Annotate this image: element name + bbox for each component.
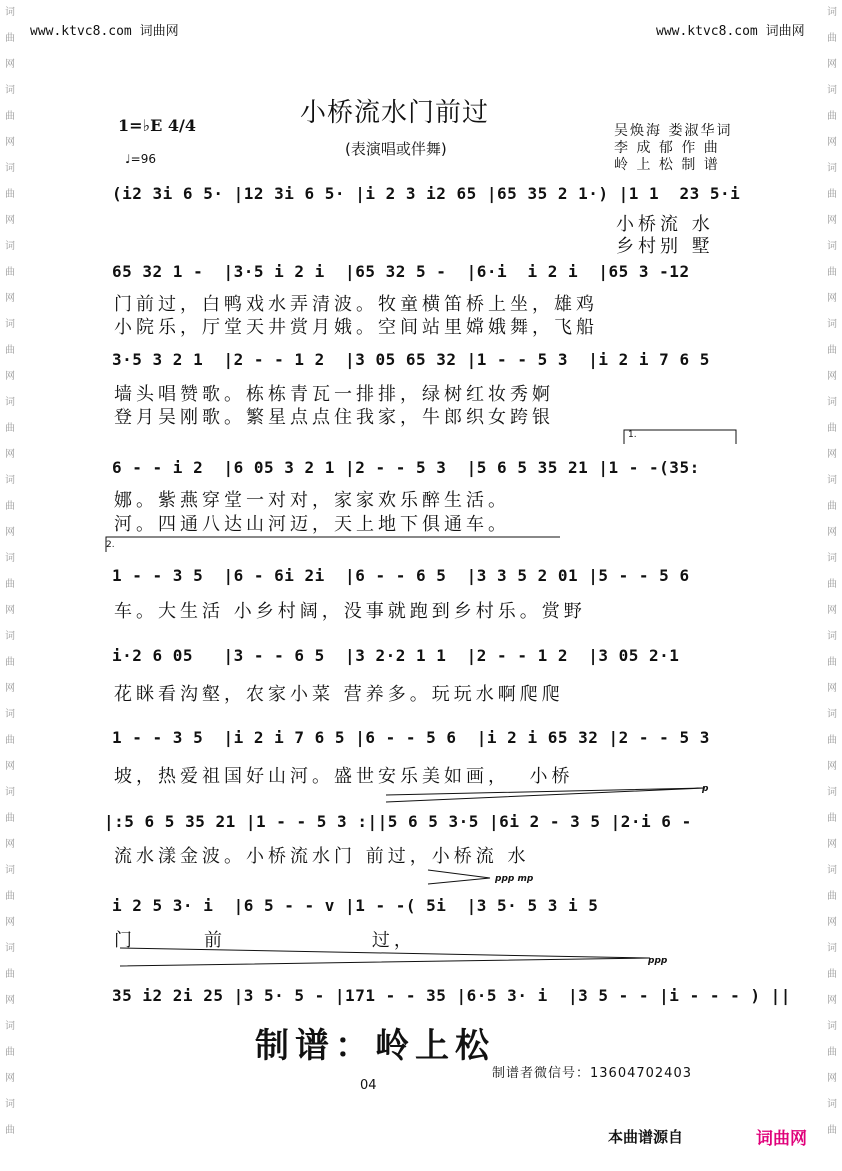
- lyrics-row-2-verse-2: 小院乐，厅堂天井赏月娥。空间站里嫦娥舞，飞船: [114, 317, 598, 338]
- watermark-char: 曲: [827, 423, 837, 434]
- watermark-char: 词: [5, 475, 15, 486]
- watermark-char: 网: [5, 137, 15, 148]
- watermark-char: 词: [5, 241, 15, 252]
- watermark-char: 词: [5, 865, 15, 876]
- watermark-char: 曲: [5, 1047, 15, 1058]
- first-ending-bracket: [624, 430, 736, 444]
- lyrics-row-4-verse-1: 娜。紫燕穿堂一对对，家家欢乐醉生活。: [114, 490, 510, 511]
- watermark-char: 网: [827, 371, 837, 382]
- watermark-left: www.ktvc8.com 词曲网: [30, 24, 179, 39]
- watermark-char: 词: [827, 163, 837, 174]
- source-label: 本曲谱源自: [608, 1128, 684, 1146]
- watermark-char: 曲: [5, 267, 15, 278]
- watermark-char: 词: [5, 85, 15, 96]
- watermark-char: 词: [5, 709, 15, 720]
- score-row-6: i·2 6 05 |3 - - 6 5 |3 2·2 1 1 |2 - - 1 2 |3 05 2·1: [112, 646, 680, 665]
- credit-transcriber: 岭 上 松 制 谱: [614, 157, 720, 173]
- watermark-char: 网: [5, 917, 15, 928]
- score-row-3: 3·5 3 2 1 |2 - - 1 2 |3 05 65 32 |1 - - 5 3 |i 2 i 7 6 5: [112, 350, 710, 369]
- page-number: 04: [360, 1078, 377, 1093]
- decrescendo-hairpin-2: [120, 948, 650, 966]
- watermark-char: 词: [827, 631, 837, 642]
- lyrics-row-6: 花眯看沟壑，农家小菜 营养多。玩玩水啊爬爬: [114, 684, 564, 705]
- watermark-char: 词: [5, 631, 15, 642]
- watermark-char: 词: [827, 865, 837, 876]
- second-ending-bracket: [106, 537, 560, 552]
- watermark-char: 词: [827, 7, 837, 18]
- watermark-char: 词: [827, 787, 837, 798]
- watermark-char: 网: [5, 527, 15, 538]
- watermark-char: 网: [827, 293, 837, 304]
- watermark-char: 网: [5, 605, 15, 616]
- watermark-char: 词: [5, 319, 15, 330]
- watermark-char: 曲: [827, 1125, 837, 1136]
- lyrics-row-3-verse-2: 登月吴刚歌。繁星点点住我家，牛郎织女跨银: [114, 407, 554, 428]
- dynamic-ppp-end: ppp: [648, 956, 668, 966]
- watermark-char: 网: [5, 1073, 15, 1084]
- crescendo-hairpin-1: [386, 788, 705, 802]
- credit-composer: 李 成 郁 作 曲: [614, 140, 720, 156]
- watermark-char: 曲: [5, 345, 15, 356]
- watermark-char: 网: [827, 605, 837, 616]
- lyrics-row-2-verse-1: 门前过，白鸭戏水弄清波。牧童横笛桥上坐，雄鸡: [114, 294, 598, 315]
- watermark-char: 词: [5, 163, 15, 174]
- lyrics-row-8: 流水漾金波。小桥流水门 前过，小桥流 水: [114, 846, 530, 867]
- watermark-char: 网: [5, 59, 15, 70]
- lyrics-row-1-verse-2: 乡村别 墅: [616, 236, 714, 257]
- watermark-char: 词: [827, 475, 837, 486]
- watermark-right: www.ktvc8.com 词曲网: [656, 24, 805, 39]
- watermark-char: 曲: [827, 501, 837, 512]
- watermark-char: 曲: [5, 33, 15, 44]
- watermark-char: 曲: [5, 657, 15, 668]
- watermark-char: 词: [827, 943, 837, 954]
- second-ending-label: 2.: [106, 540, 115, 550]
- watermark-char: 词: [827, 241, 837, 252]
- watermark-char: 曲: [5, 813, 15, 824]
- watermark-char: 词: [827, 397, 837, 408]
- watermark-char: 曲: [5, 735, 15, 746]
- watermark-char: 词: [827, 1021, 837, 1032]
- transcriber-signature: 制谱：岭上松: [255, 1026, 495, 1066]
- watermark-char: 网: [827, 995, 837, 1006]
- watermark-char: 曲: [5, 423, 15, 434]
- song-title: 小桥流水门前过: [300, 98, 490, 128]
- score-row-4: 6 - - i 2 |6 05 3 2 1 |2 - - 5 3 |5 6 5 35 21 |1 - -(35:: [112, 458, 700, 477]
- watermark-char: 词: [5, 1021, 15, 1032]
- wechat-contact: 制谱者微信号：13604702403: [492, 1066, 692, 1081]
- first-ending-label: 1.: [628, 430, 637, 440]
- watermark-char: 曲: [5, 501, 15, 512]
- watermark-char: 曲: [827, 891, 837, 902]
- lyrics-row-9: 门 前 过，: [114, 930, 416, 951]
- watermark-char: 词: [827, 1099, 837, 1110]
- watermark-char: 词: [5, 943, 15, 954]
- watermark-char: 网: [827, 1073, 837, 1084]
- watermark-char: 网: [5, 371, 15, 382]
- watermark-char: 网: [5, 215, 15, 226]
- watermark-char: 网: [827, 917, 837, 928]
- watermark-char: 词: [827, 319, 837, 330]
- watermark-char: 词: [5, 7, 15, 18]
- score-row-5: 1 - - 3 5 |6 - 6i 2i |6 - - 6 5 |3 3 5 2 01 |5 - - 5 6: [112, 566, 690, 585]
- song-subtitle: (表演唱或伴舞): [345, 140, 447, 158]
- watermark-char: 曲: [827, 33, 837, 44]
- watermark-char: 网: [827, 839, 837, 850]
- watermark-char: 曲: [827, 1047, 837, 1058]
- decrescendo-hairpin-1: [428, 870, 490, 884]
- dynamic-ppp-mp: ppp mp: [495, 874, 534, 884]
- watermark-char: 网: [827, 683, 837, 694]
- watermark-char: 词: [827, 709, 837, 720]
- dynamic-p: p: [702, 784, 709, 794]
- watermark-char: 曲: [5, 891, 15, 902]
- watermark-char: 网: [5, 761, 15, 772]
- watermark-char: 词: [5, 397, 15, 408]
- watermark-char: 网: [5, 449, 15, 460]
- watermark-char: 曲: [827, 267, 837, 278]
- watermark-char: 曲: [827, 579, 837, 590]
- watermark-char: 网: [5, 995, 15, 1006]
- watermark-char: 词: [827, 553, 837, 564]
- watermark-char: 网: [827, 59, 837, 70]
- score-row-8: |:5 6 5 35 21 |1 - - 5 3 :||5 6 5 3·5 |6i 2 - 3 5 |2·i 6 -: [104, 812, 692, 831]
- watermark-char: 词: [827, 85, 837, 96]
- watermark-char: 网: [5, 683, 15, 694]
- watermark-char: 网: [827, 449, 837, 460]
- watermark-char: 曲: [5, 579, 15, 590]
- watermark-char: 网: [827, 761, 837, 772]
- score-row-10: 35 i2 2i 25 |3 5· 5 - |171 - - 35 |6·5 3· i |3 5 - - |i - - - ) ||: [112, 986, 791, 1005]
- watermark-char: 网: [5, 293, 15, 304]
- watermark-char: 词: [5, 787, 15, 798]
- watermark-char: 网: [5, 839, 15, 850]
- watermark-char: 曲: [5, 189, 15, 200]
- lyrics-row-3-verse-1: 墙头唱赞歌。栋栋青瓦一排排，绿树红妆秀婀: [114, 384, 554, 405]
- score-row-9: i 2 5 3· i |6 5 - - v |1 - -( 5i |3 5· 5 3 i 5: [112, 896, 599, 915]
- watermark-char: 曲: [827, 111, 837, 122]
- credit-lyricist: 吴焕海 娄淑华词: [614, 123, 733, 139]
- watermark-char: 曲: [5, 969, 15, 980]
- lyrics-row-7: 坡，热爱祖国好山河。盛世安乐美如画， 小桥: [114, 766, 574, 787]
- score-row-7: 1 - - 3 5 |i 2 i 7 6 5 |6 - - 5 6 |i 2 i 65 32 |2 - - 5 3: [112, 728, 710, 747]
- lyrics-row-4-verse-2: 河。四通八达山河迈，天上地下俱通车。: [114, 514, 510, 535]
- lyrics-row-1-verse-1: 小桥流 水: [616, 214, 714, 235]
- key-signature: 1=♭E 4/4: [118, 116, 196, 135]
- score-row-1: (i2 3i 6 5· |12 3i 6 5· |i 2 3 i2 65 |65 35 2 1·) |1 1 23 5·i: [112, 184, 741, 203]
- watermark-char: 曲: [827, 969, 837, 980]
- lyrics-row-5: 车。大生活 小乡村阔，没事就跑到乡村乐。赏野: [114, 601, 586, 622]
- watermark-char: 网: [827, 137, 837, 148]
- watermark-char: 网: [827, 527, 837, 538]
- watermark-char: 词: [5, 1099, 15, 1110]
- watermark-char: 曲: [5, 111, 15, 122]
- watermark-char: 网: [827, 215, 837, 226]
- watermark-char: 曲: [827, 345, 837, 356]
- watermark-char: 曲: [827, 813, 837, 824]
- brand-logo: 词曲网: [756, 1129, 807, 1149]
- watermark-char: 曲: [5, 1125, 15, 1136]
- tempo-marking: ♩=96: [125, 152, 156, 166]
- watermark-char: 词: [5, 553, 15, 564]
- watermark-char: 曲: [827, 657, 837, 668]
- score-row-2: 65 32 1 - |3·5 i 2 i |65 32 5 - |6·i i 2 i |65 3 -12: [112, 262, 690, 281]
- watermark-char: 曲: [827, 735, 837, 746]
- watermark-char: 曲: [827, 189, 837, 200]
